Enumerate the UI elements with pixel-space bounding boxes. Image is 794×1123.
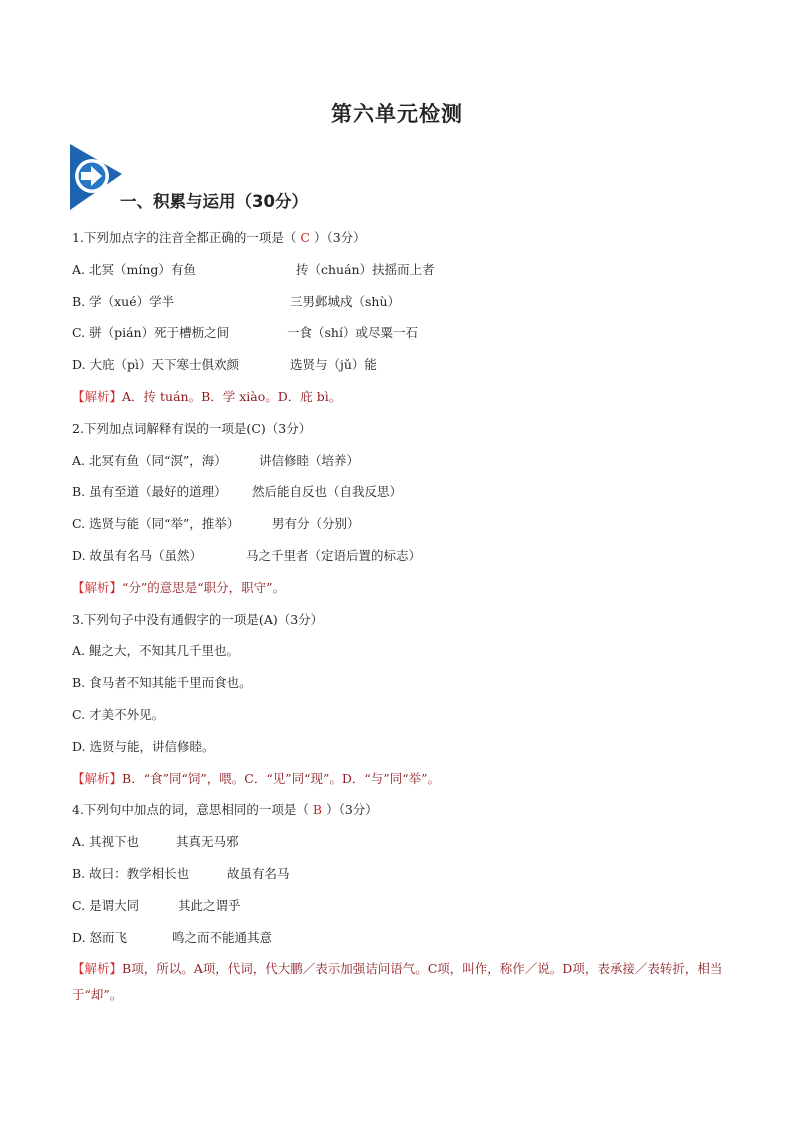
section-title: 一、积累与运用（30分） xyxy=(120,192,308,211)
option-line: D. 选贤与能，讲信修睦。 xyxy=(72,738,215,754)
question-stem: 3.下列句子中没有通假字的一项是(A)（3分） xyxy=(72,611,324,627)
question-stem: 1.下列加点字的注音全都正确的一项是（ C ）（3分） xyxy=(72,230,366,245)
option-line: B. 食马者不知其能千里而食也。 xyxy=(72,675,252,691)
option-line: C. 骈（pián）死于槽枥之间 一食（shí）或尽粟一石 xyxy=(72,325,418,341)
option-line: C. 选贤与能（同“举”，推举） 男有分（分别） xyxy=(72,516,360,532)
option-line: A. 其视下也 其真无马邪 xyxy=(72,834,239,850)
analysis-line: 【解析】B项，所以。A项，代词，代大鹏／表示加强诘问语气。C项，叫作，称作／说。D项，表承接／表转折，相当于“却”。 xyxy=(72,961,723,1003)
analysis-line: 【解析】“分”的意思是“职分，职守”。 xyxy=(72,579,286,595)
option-line: A. 北冥（míng）有鱼 抟（chuán）扶摇而上者 xyxy=(72,261,435,277)
question-stem: 2.下列加点词解释有误的一项是(C)（3分） xyxy=(72,420,312,436)
answer-letter: A xyxy=(263,611,273,627)
option-line: D. 故虽有名马（虽然） 马之千里者（定语后置的标志） xyxy=(72,547,422,563)
answer-letter: B xyxy=(312,802,323,818)
option-line: D. 怒而飞 鸣之而不能通其意 xyxy=(72,929,273,945)
question-stem: 4.下列句中加点的词，意思相同的一项是（ B ）（3分） xyxy=(72,802,378,818)
option-line: B. 故曰：教学相长也 故虽有名马 xyxy=(72,865,290,881)
analysis-line: 【解析】A．抟 tuán。B．学 xiào。D．庇 bì。 xyxy=(72,388,342,404)
section-header xyxy=(70,144,470,214)
question-list xyxy=(72,225,732,1008)
option-line: B. 学（xué）学半 三男邺城戍（shù） xyxy=(72,293,401,309)
option-line: D. 大庇（pì）天下寒士俱欢颜 选贤与（jǔ）能 xyxy=(72,357,377,373)
analysis-line: 【解析】B．“食”同“饲”，喂。C．“见”同“现”。D．“与”同“举”。 xyxy=(72,770,440,786)
arrow-right-circle-icon xyxy=(70,144,122,210)
option-line: A. 北冥有鱼（同“溟”，海） 讲信修睦（培养） xyxy=(72,452,360,468)
page-title: 第六单元检测 xyxy=(331,102,463,126)
answer-letter: C xyxy=(300,230,310,245)
option-line: B. 虽有至道（最好的道理） 然后能自反也（自我反思） xyxy=(72,484,403,500)
option-line: C. 是谓大同 其此之谓乎 xyxy=(72,897,241,913)
answer-letter: C xyxy=(251,420,261,436)
option-line: A. 鲲之大，不知其几千里也。 xyxy=(72,643,239,659)
option-line: C. 才美不外见。 xyxy=(72,706,165,722)
